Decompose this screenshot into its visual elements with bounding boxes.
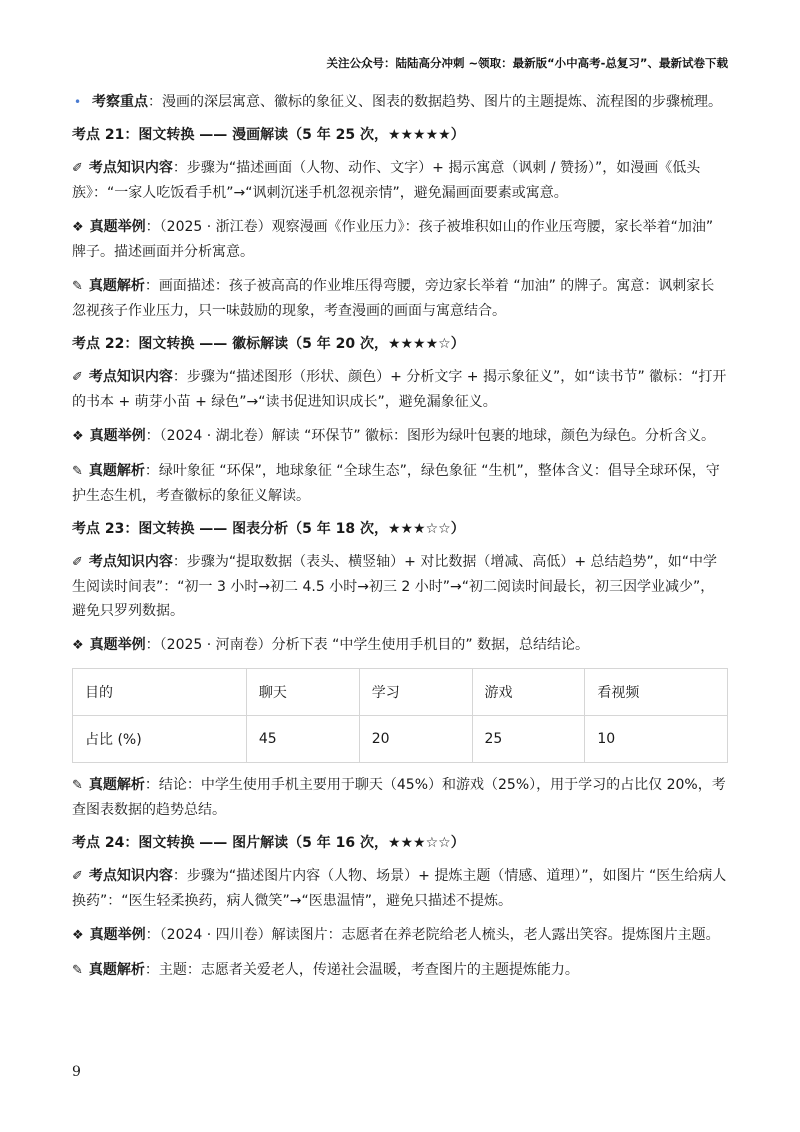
knowledge-label: 考点知识内容 (88, 160, 173, 176)
knowledge-text: ：步骤为“描述画面（人物、动作、文字）+ 揭示寓意（讽刺 / 赞扬）”，如漫画《低头族》：“一家人吃饭看手机”→“讽刺沉迷手机忽视亲情”，避免漏画面要素或寓意。 (72, 160, 701, 201)
section-22-title: 考点 22：图文转换 —— 徽标解读（5 年 20 次，★★★★☆） (72, 336, 465, 352)
table-cell: 占比 (%) (73, 716, 247, 763)
table-cell: 学习 (359, 669, 472, 716)
section-24-analysis (72, 958, 728, 983)
knowledge-label: 考点知识内容 (88, 369, 173, 385)
knowledge-text: ：步骤为“提取数据（表头、横竖轴）+ 对比数据（增减、高低）+ 总结趋势”，如“中学生阅读时间表”：“初一 3 小时→初二 4.5 小时→初三 2 小时”→“初二阅读时间最长，初三因学业减少”，避免只罗列数据。 (72, 554, 718, 619)
page-header: 关注公众号：陆陆高分冲刺 ~领取：最新版“小中高考-总复习”、最新试卷下载 (326, 56, 728, 70)
example-label: 真题举例 (89, 219, 146, 235)
table-cell: 10 (585, 716, 728, 763)
section-21-example (72, 215, 728, 264)
table-header-row (73, 669, 728, 716)
analysis-label: 真题解析 (88, 962, 145, 978)
analysis-text: ：结论：中学生使用手机主要用于聊天（45%）和游戏（25%），用于学习的占比仅 20%，考查图表数据的趋势总结。 (72, 777, 726, 818)
example-text: ：（2024 · 湖北卷）解读 “环保节” 徽标：图形为绿叶包裹的地球，颜色为绿色。分析含义。 (145, 428, 716, 444)
analysis-text: ：画面描述：孩子被高高的作业堆压得弯腰，旁边家长举着 “加油” 的牌子。寓意：讽刺家长忽视孩子作业压力，只一味鼓励的现象，考查漫画的画面与寓意结合。 (72, 278, 715, 319)
knowledge-text: ：步骤为“描述图形（形状、颜色）+ 分析文字 + 揭示象征义”，如“读书节” 徽标：“打开的书本 + 萌芽小苗 + 绿色”→“读书促进知识成长”，避免漏象征义。 (72, 369, 727, 410)
diamond-icon: ❖ (72, 220, 84, 235)
section-23-example (72, 633, 728, 658)
page-number: 9 (72, 1064, 81, 1080)
pen-icon: ✎ (72, 778, 83, 793)
bullet-dot-icon: • (74, 95, 82, 109)
table-cell: 45 (246, 716, 359, 763)
section-21-knowledge (72, 156, 728, 205)
pen-icon: ✎ (72, 963, 83, 978)
analysis-label: 真题解析 (88, 278, 145, 294)
knowledge-text: ：步骤为“描述图片内容（人物、场景）+ 提炼主题（情感、道理）”，如图片 “医生给病人换药”：“医生轻柔换药，病人微笑”→“医患温情”，避免只描述不提炼。 (72, 868, 727, 909)
example-label: 真题举例 (89, 927, 146, 943)
section-24-knowledge (72, 864, 728, 913)
intro-text: ：漫画的深层寓意、徽标的象征义、图表的数据趋势、图片的主题提炼、流程图的步骤梳理。 (148, 94, 722, 110)
section-22-analysis (72, 459, 728, 508)
section-21-title: 考点 21：图文转换 —— 漫画解读（5 年 25 次，★★★★★） (72, 127, 465, 143)
knowledge-label: 考点知识内容 (88, 868, 173, 884)
page-content (72, 90, 728, 993)
diamond-icon: ❖ (72, 429, 84, 444)
example-text: ：（2025 · 浙江卷）观察漫画《作业压力》：孩子被堆积如山的作业压弯腰，家长举着“加油” 牌子。描述画面并分析寓意。 (72, 219, 714, 260)
example-text: ：（2024 · 四川卷）解读图片：志愿者在养老院给老人梳头，老人露出笑容。提炼图片主题。 (145, 927, 720, 943)
section-24-title: 考点 24：图文转换 —— 图片解读（5 年 16 次，★★★☆☆） (72, 835, 465, 851)
table-cell: 20 (359, 716, 472, 763)
table-cell: 游戏 (472, 669, 585, 716)
pencil-icon: ✐ (72, 869, 83, 884)
pen-icon: ✎ (72, 464, 83, 479)
table-row (73, 716, 728, 763)
example-label: 真题举例 (89, 428, 146, 444)
intro-bullet (72, 90, 728, 114)
example-text: ：（2025 · 河南卷）分析下表 “中学生使用手机目的” 数据，总结结论。 (145, 637, 590, 653)
analysis-text: ：主题：志愿者关爱老人，传递社会温暖，考查图片的主题提炼能力。 (144, 962, 579, 978)
section-23-analysis (72, 773, 728, 822)
analysis-label: 真题解析 (88, 777, 145, 793)
table-cell: 看视频 (585, 669, 728, 716)
section-24-example (72, 923, 728, 948)
pencil-icon: ✐ (72, 555, 83, 570)
table-cell: 25 (472, 716, 585, 763)
pen-icon: ✎ (72, 279, 83, 294)
table-cell: 聊天 (246, 669, 359, 716)
intro-label: 考察重点 (92, 94, 148, 110)
phone-usage-table (72, 668, 728, 763)
analysis-label: 真题解析 (88, 463, 145, 479)
section-23-title: 考点 23：图文转换 —— 图表分析（5 年 18 次，★★★☆☆） (72, 521, 465, 537)
analysis-text: ：绿叶象征 “环保”，地球象征 “全球生态”，绿色象征 “生机”，整体含义：倡导全球环保，守护生态生机，考查徽标的象征义解读。 (72, 463, 720, 504)
example-label: 真题举例 (89, 637, 146, 653)
section-22-knowledge (72, 365, 728, 414)
table-cell: 目的 (73, 669, 247, 716)
pencil-icon: ✐ (72, 370, 83, 385)
pencil-icon: ✐ (72, 161, 83, 176)
section-21-analysis (72, 274, 728, 323)
knowledge-label: 考点知识内容 (88, 554, 173, 570)
section-22-example (72, 424, 728, 449)
diamond-icon: ❖ (72, 638, 84, 653)
diamond-icon: ❖ (72, 928, 84, 943)
section-23-knowledge (72, 550, 728, 623)
